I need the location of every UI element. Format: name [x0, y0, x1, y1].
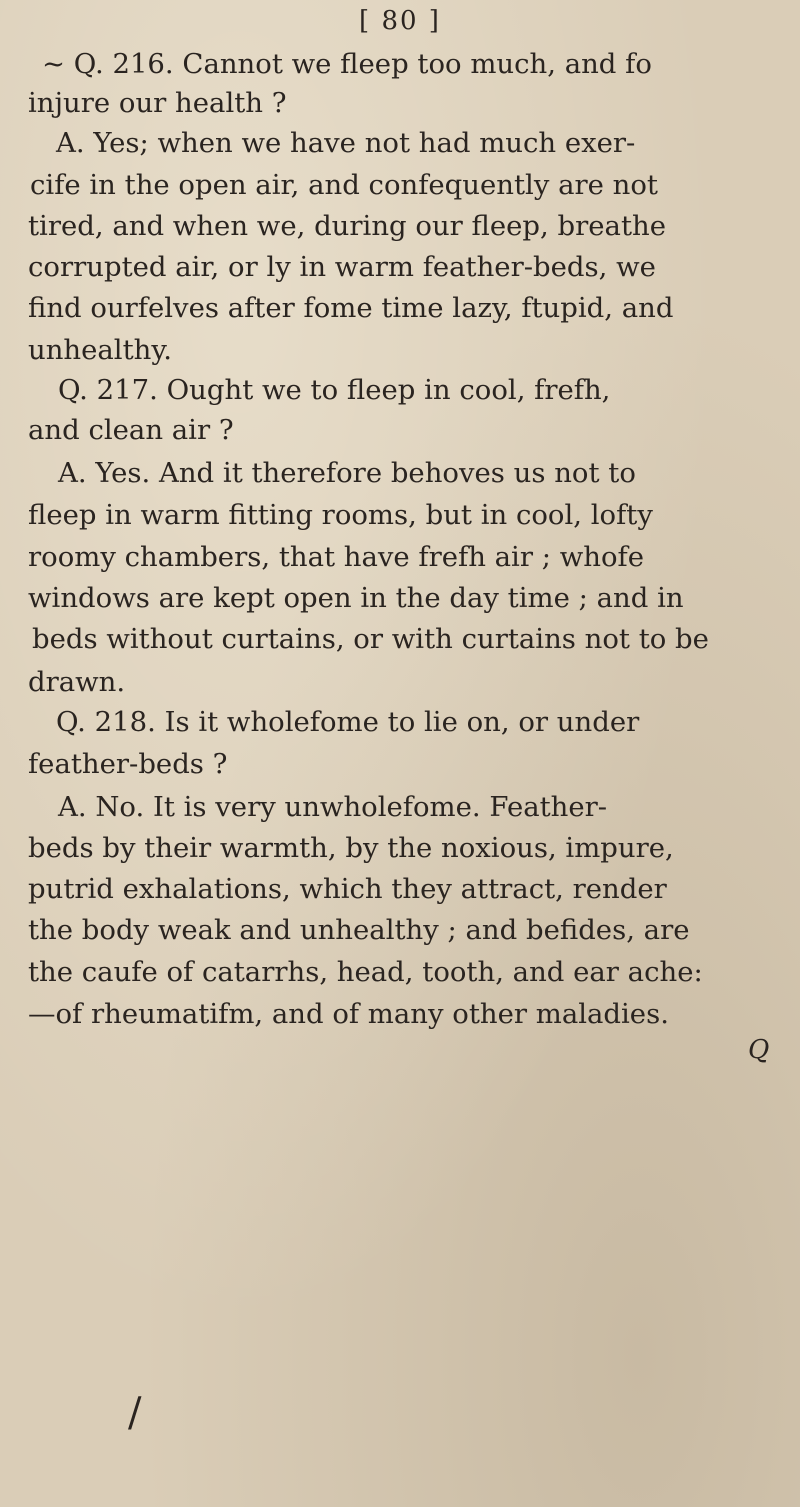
text-line: Q. 217. Ought we to fleep in cool, frefh, [58, 374, 611, 406]
text-line: and clean air ? [28, 414, 234, 446]
text-line: beds without curtains, or with curtains not to be [32, 623, 709, 655]
text-line: fleep in warm fitting rooms, but in cool, lofty [28, 499, 653, 531]
text-line: windows are kept open in the day time ; and in [28, 582, 684, 614]
page-number: [ 80 ] [359, 6, 441, 36]
text-line: cife in the open air, and confequently are not [30, 169, 658, 201]
text-line: roomy chambers, that have frefh air ; whofe [28, 541, 644, 573]
text-line: Q. 218. Is it wholefome to lie on, or under [56, 706, 640, 738]
signature-mark: Q [748, 1035, 770, 1065]
text-line: drawn. [28, 666, 126, 698]
text-line: beds by their warmth, by the noxious, impure, [28, 832, 674, 864]
text-line: putrid exhalations, which they attract, render [28, 873, 667, 905]
ink-mark: / [128, 1390, 142, 1436]
text-line: feather-beds ? [28, 748, 228, 780]
text-line: tired, and when we, during our fleep, breathe [28, 210, 666, 242]
text-line: —of rheumatifm, and of many other maladies. [28, 998, 669, 1030]
text-line: the caufe of catarrhs, head, tooth, and ear ache: [28, 956, 703, 988]
text-line: A. Yes; when we have not had much exer- [56, 127, 636, 159]
text-line: corrupted air, or ly in warm feather-beds, we [28, 251, 656, 283]
text-line: ~ Q. 216. Cannot we fleep too much, and fo [42, 48, 652, 80]
text-line: unhealthy. [28, 334, 172, 366]
text-line: injure our health ? [28, 87, 287, 119]
text-line: A. Yes. And it therefore behoves us not to [58, 457, 636, 489]
text-line: find ourfelves after fome time lazy, ftupid, and [28, 292, 674, 324]
text-line: the body weak and unhealthy ; and befides, are [28, 914, 690, 946]
text-line: A. No. It is very unwholefome. Feather- [58, 791, 608, 823]
